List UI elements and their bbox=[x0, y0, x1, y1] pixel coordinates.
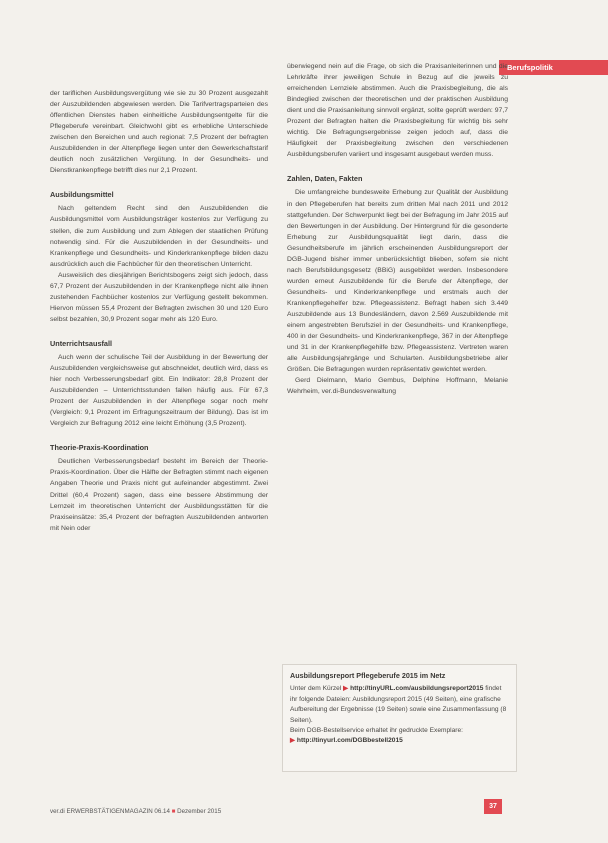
page-number: 37 bbox=[484, 799, 502, 814]
info-box bbox=[282, 664, 517, 772]
heading-zahlen-daten-fakten: Zahlen, Daten, Fakten bbox=[287, 174, 363, 184]
authors: Gerd Dielmann, Mario Gembus, Delphine Hoffmann, Melanie Wehrheim, ver.di-Bundesverwaltung bbox=[287, 377, 508, 396]
info-box-prefix: Unter dem Kürzel bbox=[290, 685, 342, 693]
heading-unterrichtsausfall: Unterrichtsausfall bbox=[50, 338, 113, 348]
ausbildungsmittel-paragraph-1: Nach geltendem Recht sind den Auszubildenden die Ausbildungsmittel vom Ausbildungsträger kostenlos zur Verfügung zu stellen, die zum Ausbildung und zum Ablegen der staatlichen Prüfung notwendig sind. Für die Auszubildenden in der Gesundheits- und Krankenpflege und Gesundheits- und Kinderkrankenpflege bilden dazu ausdrücklich auch die Fachbücher für den theoretischen Unterricht. bbox=[50, 205, 268, 268]
section-tag: Berufspolitik bbox=[499, 60, 608, 75]
info-box-line-3 bbox=[290, 736, 509, 746]
left-column bbox=[50, 88, 268, 534]
report-link[interactable]: http://tinyURL.com/ausbildungsreport2015 bbox=[350, 685, 484, 693]
zahlen-paragraph: Die umfangreiche bundesweite Erhebung zur Qualität der Ausbildung in den Pflegeberufen hat bereits zum dritten Mal nach 2011 und 2012 stattgefunden. Der Schwerpunkt liegt bei der Befragung im Jahr 2015 auf den Bewertungen in der Ausbildung. Der Hintergrund für die gesonderte Erhebung zur Ausbildungsqualität liegt darin, dass die Gesundheitsberufe im jährlich erscheinenden Ausbildungsreport der DGB-Jugend bisher immer unberücksichtigt blieben, sofern sie nicht nach Berufsbildungsgesetz (BBiG) ausgebildet werden. Insbesondere wurden erneut Auszubildende für die Berufe der Altenpflege, der Gesundheits- und Kinderkrankenpflege und erstmals auch der Krankenpflegehelfer bzw. Pflegeassistenz. Befragt haben sich 3.449 Auszubildende aus 13 Bundesländern, davon 2.569 Auszubildende mit einem angestrebten Berufsziel in der Gesundheits- und Krankenpflege, 400 in der Gesundheits- und Kinderkrankenpflege, 367 in der Altenpflege und 31 in der Krankenpflegehilfe bzw. Pflegeassistenz. Vertreten waren alle Ausbildungsjahrgänge und Schularten. Ausbildungsbetriebe aller Größen. Die Befragungen wurden repräsentativ gewichtet werden. bbox=[287, 189, 508, 374]
info-box-description: findet ihr folgende Dateien: Ausbildungsreport 2015 (49 Seiten), eine grafische Aufbereitung der Ergebnisse (19 Seiten) sowie eine Zusammenfassung (8 Seiten). bbox=[290, 685, 507, 724]
unterrichtsausfall-paragraph: Auch wenn der schulische Teil der Ausbildung in der Bewertung der Auszubildenden vergleichsweise gut abschneidet, deutlich wird, dass es hier noch Verbesserungsbedarf gibt. Ein Indikator: 28,8 Prozent der Auszubildenden – Unterrichtsstunden fallen häufig aus. Für 67,3 Prozent der Auszubildenden in der Altenpflege sogar noch mehr (Vergleich: 9,1 Prozent im Erfragungszeitraum der Bildung). Das ist im Vergleich zur Befragung 2012 eine leicht Erhöhung (3,5 Prozent). bbox=[50, 353, 268, 428]
footer-date: Dezember 2015 bbox=[177, 808, 222, 815]
theorie-praxis-paragraph: Deutlichen Verbesserungsbedarf besteht im Bereich der Theorie-Praxis-Koordination. Über die Hälfte der Befragten stimmt nach eigenen Angaben Theorie und Praxis nicht gut aufeinander abgestimmt. Zwei Drittel (60,4 Prozent) sagen, dass eine bessere Abstimmung der Lernzeit im theoretischen Unterricht der Ausbildungsstätten für die Praxiseinsätze: 35,4 Prozent der befragten Auszubildenden antworten mit Nein oder bbox=[50, 458, 268, 532]
heading-ausbildungsmittel: Ausbildungsmittel bbox=[50, 190, 114, 200]
heading-theorie-praxis: Theorie-Praxis-Koordination bbox=[50, 443, 149, 453]
arrow-icon: ▶ bbox=[343, 685, 349, 693]
right-intro-paragraph: überwiegend nein auf die Frage, ob sich die Praxisanleiterinnen und die Lehrkräfte ihrer jeweiligen Schule in Bezug auf die jeweils zu erreichenden Lernziele abstimmen. Auch die Praxisbegleitung, die als Bindeglied zwischen der theoretischen und der praktischen Ausbildung dient und die Praxisanleitung sinnvoll ergänzt, sollte geprüft werden: 97,7 Prozent der Befragten halten die Praxisbegleitung für wichtig bis sehr wichtig. Die Befragungsergebnisse zeigen jedoch auf, dass die Häufigkeit der Praxisbegleitung zwischen den verschiedenen Ausbildungsberufen variiert und insgesamt ausgebaut werden muss. bbox=[287, 63, 508, 159]
ausbildungsmittel-paragraph-2: Ausweislich des diesjährigen Berichtsbogens zeigt sich jedoch, dass 67,7 Prozent der Auszubildenden in der Krankenpflege nicht alle ihnen zustehenden Fachbücher kostenlos zur Verfügung gestellt bekommen. Hiervon müssen 55,4 Prozent der Befragten zwischen 30 und 120 Euro selbst bezahlen, 30,9 Prozent sogar mehr als 120 Euro. bbox=[50, 271, 268, 323]
info-box-line-2: Beim DGB-Bestellservice erhaltet ihr gedruckte Exemplare: bbox=[290, 727, 463, 735]
arrow-icon: ▶ bbox=[290, 737, 296, 745]
footer-separator-icon: ■ bbox=[171, 808, 176, 815]
right-column bbox=[287, 61, 508, 397]
footer bbox=[50, 808, 221, 815]
order-link[interactable]: http://tinyurl.com/DGBbestell2015 bbox=[296, 737, 403, 745]
info-box-line-1 bbox=[290, 684, 509, 726]
left-intro-paragraph: der tariflichen Ausbildungsvergütung wie sie zu 30 Prozent ausgezahlt der Auszubildenden abgewiesen werden. Die Tarifvertragsparteien des öffentlichen Dienstes haben einheitliche Ausbildungsentgelte für die Pflegeberufe vereinbart. Gleichwohl gibt es erhebliche Unterschiede zwischen den Bereichen und auch regional: 7,5 Prozent der befragten Auszubildenden in der Altenpflege liegen unter den Gewerkschaftstarif deutlich noch zusätzlichen Vergütung. In der Gesundheits- und Dienstkrankenpflege betrifft dies nur 2,1 Prozent. bbox=[50, 90, 268, 175]
info-box-title: Ausbildungsreport Pflegeberufe 2015 im Netz bbox=[290, 671, 446, 680]
footer-publication: ver.di ERWERBSTÄTIGENMAGAZIN 06.14 bbox=[50, 808, 170, 815]
